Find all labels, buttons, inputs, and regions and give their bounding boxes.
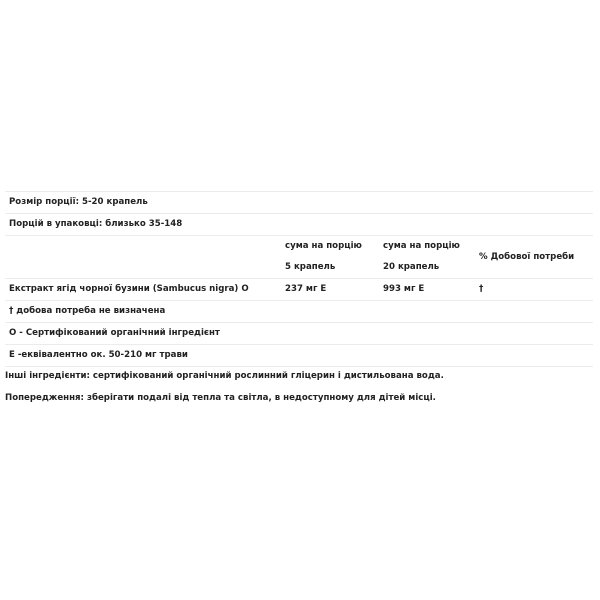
- footnote-row: [5, 322, 593, 344]
- serving-size: Розмір порції: 5-20 крапель: [9, 197, 148, 207]
- warning: Попередження: зберігати подалі від тепла та світла, в недоступному для дітей місці.: [5, 393, 436, 403]
- footnote-equivalent: Е -еквівалентно ок. 50-210 мг трави: [9, 350, 188, 360]
- header-amount-20-drops: сума на порцію 20 крапель: [383, 241, 460, 272]
- footnote-row: [5, 300, 593, 322]
- table-header-row: [5, 235, 593, 278]
- footnote-dv: † добова потреба не визначена: [9, 306, 166, 316]
- table-row: [5, 278, 593, 300]
- ingredient-name: Екстракт ягід чорної бузини (Sambucus nigra) О: [9, 284, 249, 294]
- footnote-organic: О - Сертифікований органічний інгредієнт: [9, 328, 220, 338]
- other-ingredients: Інші інгредієнти: сертифікований органічний рослинний гліцерин і дистильована вода.: [5, 371, 444, 381]
- footnote-row: [5, 344, 593, 367]
- supplement-facts-table: [5, 191, 593, 367]
- servings-per-container-row: [5, 213, 593, 235]
- daily-value: †: [479, 284, 484, 294]
- amount-5-drops: 237 мг Е: [285, 284, 327, 294]
- amount-20-drops: 993 мг Е: [383, 284, 425, 294]
- servings-per-container: Порцій в упаковці: близько 35-148: [9, 219, 183, 229]
- header-amount-5-drops: сума на порцію 5 крапель: [285, 241, 362, 272]
- serving-size-row: [5, 191, 593, 213]
- header-daily-value: % Добової потреби: [479, 252, 575, 262]
